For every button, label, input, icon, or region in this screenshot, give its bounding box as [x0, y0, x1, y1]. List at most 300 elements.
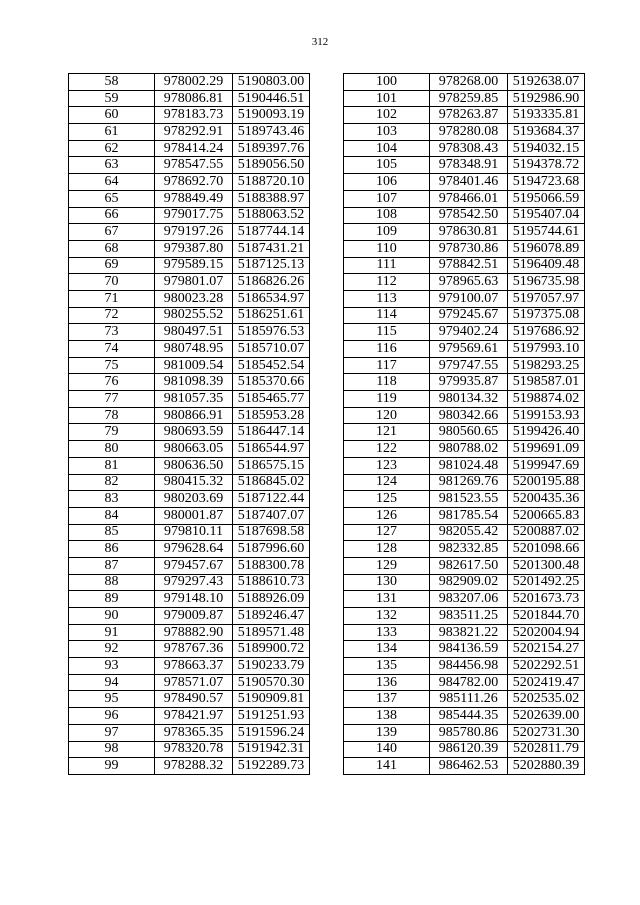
- x-coordinate-cell: 978292.91: [155, 124, 233, 141]
- point-number-cell: 108: [344, 207, 430, 224]
- table-row: [69, 591, 310, 608]
- x-coordinate-cell: 978630.81: [430, 224, 508, 241]
- x-coordinate-cell: 978401.46: [430, 174, 508, 191]
- table-row: [344, 307, 585, 324]
- point-number-cell: 92: [69, 641, 155, 658]
- point-number-cell: 81: [69, 457, 155, 474]
- x-coordinate-cell: 978663.37: [155, 658, 233, 675]
- y-coordinate-cell: 5187125.13: [233, 257, 310, 274]
- table-row: [344, 341, 585, 358]
- x-coordinate-cell: 978002.29: [155, 74, 233, 91]
- point-number-cell: 117: [344, 357, 430, 374]
- y-coordinate-cell: 5190909.81: [233, 691, 310, 708]
- point-number-cell: 139: [344, 724, 430, 741]
- y-coordinate-cell: 5192289.73: [233, 758, 310, 775]
- table-row: [344, 224, 585, 241]
- point-number-cell: 109: [344, 224, 430, 241]
- x-coordinate-cell: 986462.53: [430, 758, 508, 775]
- x-coordinate-cell: 980748.95: [155, 341, 233, 358]
- point-number-cell: 100: [344, 74, 430, 91]
- point-number-cell: 74: [69, 341, 155, 358]
- y-coordinate-cell: 5190446.51: [233, 90, 310, 107]
- x-coordinate-cell: 978571.07: [155, 674, 233, 691]
- x-coordinate-cell: 978280.08: [430, 124, 508, 141]
- y-coordinate-cell: 5191942.31: [233, 741, 310, 758]
- point-number-cell: 103: [344, 124, 430, 141]
- x-coordinate-cell: 978263.87: [430, 107, 508, 124]
- y-coordinate-cell: 5202535.02: [508, 691, 585, 708]
- y-coordinate-cell: 5189900.72: [233, 641, 310, 658]
- point-number-cell: 114: [344, 307, 430, 324]
- point-number-cell: 130: [344, 574, 430, 591]
- point-number-cell: 60: [69, 107, 155, 124]
- point-number-cell: 89: [69, 591, 155, 608]
- x-coordinate-cell: 981098.39: [155, 374, 233, 391]
- point-number-cell: 128: [344, 541, 430, 558]
- table-row: [69, 491, 310, 508]
- coordinates-table-left: [68, 73, 310, 775]
- x-coordinate-cell: 979197.26: [155, 224, 233, 241]
- table-row: [69, 341, 310, 358]
- table-row: [344, 124, 585, 141]
- table-row: [69, 107, 310, 124]
- y-coordinate-cell: 5197993.10: [508, 341, 585, 358]
- x-coordinate-cell: 983511.25: [430, 608, 508, 625]
- table-row: [344, 74, 585, 91]
- point-number-cell: 83: [69, 491, 155, 508]
- x-coordinate-cell: 985444.35: [430, 708, 508, 725]
- table-row: [344, 90, 585, 107]
- table-row: [344, 374, 585, 391]
- x-coordinate-cell: 979402.24: [430, 324, 508, 341]
- point-number-cell: 135: [344, 658, 430, 675]
- table-row: [344, 290, 585, 307]
- table-row: [344, 140, 585, 157]
- y-coordinate-cell: 5201673.73: [508, 591, 585, 608]
- x-coordinate-cell: 979810.11: [155, 524, 233, 541]
- x-coordinate-cell: 982332.85: [430, 541, 508, 558]
- point-number-cell: 102: [344, 107, 430, 124]
- table-row: [344, 557, 585, 574]
- table-row: [69, 541, 310, 558]
- point-number-cell: 94: [69, 674, 155, 691]
- x-coordinate-cell: 978767.36: [155, 641, 233, 658]
- table-row: [69, 758, 310, 775]
- y-coordinate-cell: 5195407.04: [508, 207, 585, 224]
- table-row: [69, 357, 310, 374]
- table-row: [344, 107, 585, 124]
- point-number-cell: 97: [69, 724, 155, 741]
- x-coordinate-cell: 984136.59: [430, 641, 508, 658]
- x-coordinate-cell: 980560.65: [430, 424, 508, 441]
- x-coordinate-cell: 978882.90: [155, 624, 233, 641]
- table-row: [344, 641, 585, 658]
- x-coordinate-cell: 978547.55: [155, 157, 233, 174]
- point-number-cell: 87: [69, 557, 155, 574]
- table-row: [344, 507, 585, 524]
- x-coordinate-cell: 984456.98: [430, 658, 508, 675]
- x-coordinate-cell: 978288.32: [155, 758, 233, 775]
- y-coordinate-cell: 5200435.36: [508, 491, 585, 508]
- x-coordinate-cell: 979297.43: [155, 574, 233, 591]
- table-row: [69, 608, 310, 625]
- table-row: [69, 641, 310, 658]
- point-number-cell: 77: [69, 391, 155, 408]
- point-number-cell: 127: [344, 524, 430, 541]
- table-row: [69, 424, 310, 441]
- y-coordinate-cell: 5197057.97: [508, 290, 585, 307]
- y-coordinate-cell: 5192638.07: [508, 74, 585, 91]
- x-coordinate-cell: 978183.73: [155, 107, 233, 124]
- table-row: [69, 691, 310, 708]
- table-row: [69, 441, 310, 458]
- point-number-cell: 136: [344, 674, 430, 691]
- x-coordinate-cell: 978320.78: [155, 741, 233, 758]
- table-row: [69, 557, 310, 574]
- y-coordinate-cell: 5193684.37: [508, 124, 585, 141]
- table-row: [69, 174, 310, 191]
- y-coordinate-cell: 5195744.61: [508, 224, 585, 241]
- y-coordinate-cell: 5197375.08: [508, 307, 585, 324]
- x-coordinate-cell: 979935.87: [430, 374, 508, 391]
- table-row: [69, 741, 310, 758]
- table-row: [344, 491, 585, 508]
- x-coordinate-cell: 980693.59: [155, 424, 233, 441]
- y-coordinate-cell: 5198874.02: [508, 391, 585, 408]
- y-coordinate-cell: 5185370.66: [233, 374, 310, 391]
- x-coordinate-cell: 979009.87: [155, 608, 233, 625]
- table-row: [69, 140, 310, 157]
- y-coordinate-cell: 5202292.51: [508, 658, 585, 675]
- table-row: [69, 524, 310, 541]
- x-coordinate-cell: 978086.81: [155, 90, 233, 107]
- point-number-cell: 99: [69, 758, 155, 775]
- point-number-cell: 59: [69, 90, 155, 107]
- x-coordinate-cell: 980788.02: [430, 441, 508, 458]
- table-row: [344, 257, 585, 274]
- table-row: [69, 124, 310, 141]
- point-number-cell: 110: [344, 240, 430, 257]
- x-coordinate-cell: 980203.69: [155, 491, 233, 508]
- y-coordinate-cell: 5187698.58: [233, 524, 310, 541]
- y-coordinate-cell: 5199153.93: [508, 407, 585, 424]
- table-row: [69, 574, 310, 591]
- x-coordinate-cell: 979148.10: [155, 591, 233, 608]
- y-coordinate-cell: 5201844.70: [508, 608, 585, 625]
- table-row: [344, 724, 585, 741]
- x-coordinate-cell: 979589.15: [155, 257, 233, 274]
- table-row: [344, 407, 585, 424]
- point-number-cell: 58: [69, 74, 155, 91]
- point-number-cell: 111: [344, 257, 430, 274]
- x-coordinate-cell: 981269.76: [430, 474, 508, 491]
- point-number-cell: 88: [69, 574, 155, 591]
- x-coordinate-cell: 979628.64: [155, 541, 233, 558]
- x-coordinate-cell: 979569.61: [430, 341, 508, 358]
- table-row: [69, 207, 310, 224]
- x-coordinate-cell: 978842.51: [430, 257, 508, 274]
- y-coordinate-cell: 5190570.30: [233, 674, 310, 691]
- point-number-cell: 134: [344, 641, 430, 658]
- table-row: [344, 441, 585, 458]
- y-coordinate-cell: 5190093.19: [233, 107, 310, 124]
- table-row: [344, 207, 585, 224]
- y-coordinate-cell: 5198293.25: [508, 357, 585, 374]
- table-row: [344, 674, 585, 691]
- table-row: [344, 190, 585, 207]
- y-coordinate-cell: 5190233.79: [233, 658, 310, 675]
- y-coordinate-cell: 5185465.77: [233, 391, 310, 408]
- point-number-cell: 106: [344, 174, 430, 191]
- x-coordinate-cell: 978490.57: [155, 691, 233, 708]
- y-coordinate-cell: 5189056.50: [233, 157, 310, 174]
- point-number-cell: 86: [69, 541, 155, 558]
- x-coordinate-cell: 978414.24: [155, 140, 233, 157]
- table-row: [344, 274, 585, 291]
- x-coordinate-cell: 986120.39: [430, 741, 508, 758]
- x-coordinate-cell: 978268.00: [430, 74, 508, 91]
- y-coordinate-cell: 5196409.48: [508, 257, 585, 274]
- table-row: [69, 374, 310, 391]
- table-row: [344, 457, 585, 474]
- y-coordinate-cell: 5186534.97: [233, 290, 310, 307]
- point-number-cell: 76: [69, 374, 155, 391]
- y-coordinate-cell: 5197686.92: [508, 324, 585, 341]
- x-coordinate-cell: 978542.50: [430, 207, 508, 224]
- x-coordinate-cell: 978730.86: [430, 240, 508, 257]
- point-number-cell: 66: [69, 207, 155, 224]
- y-coordinate-cell: 5186826.26: [233, 274, 310, 291]
- point-number-cell: 122: [344, 441, 430, 458]
- point-number-cell: 85: [69, 524, 155, 541]
- point-number-cell: 65: [69, 190, 155, 207]
- table-row: [69, 708, 310, 725]
- table-row: [69, 224, 310, 241]
- point-number-cell: 121: [344, 424, 430, 441]
- x-coordinate-cell: 978849.49: [155, 190, 233, 207]
- point-number-cell: 112: [344, 274, 430, 291]
- table-row: [344, 741, 585, 758]
- y-coordinate-cell: 5202880.39: [508, 758, 585, 775]
- point-number-cell: 67: [69, 224, 155, 241]
- table-row: [69, 290, 310, 307]
- table-row: [69, 658, 310, 675]
- point-number-cell: 101: [344, 90, 430, 107]
- y-coordinate-cell: 5193335.81: [508, 107, 585, 124]
- point-number-cell: 129: [344, 557, 430, 574]
- y-coordinate-cell: 5188610.73: [233, 574, 310, 591]
- point-number-cell: 132: [344, 608, 430, 625]
- y-coordinate-cell: 5188388.97: [233, 190, 310, 207]
- x-coordinate-cell: 981057.35: [155, 391, 233, 408]
- table-row: [344, 324, 585, 341]
- table-row: [69, 240, 310, 257]
- y-coordinate-cell: 5202639.00: [508, 708, 585, 725]
- x-coordinate-cell: 981024.48: [430, 457, 508, 474]
- point-number-cell: 140: [344, 741, 430, 758]
- point-number-cell: 72: [69, 307, 155, 324]
- table-row: [344, 541, 585, 558]
- point-number-cell: 95: [69, 691, 155, 708]
- x-coordinate-cell: 980497.51: [155, 324, 233, 341]
- table-row: [344, 758, 585, 775]
- table-row: [344, 574, 585, 591]
- x-coordinate-cell: 983821.22: [430, 624, 508, 641]
- table-row: [69, 324, 310, 341]
- point-number-cell: 104: [344, 140, 430, 157]
- table-row: [344, 708, 585, 725]
- x-coordinate-cell: 982909.02: [430, 574, 508, 591]
- point-number-cell: 62: [69, 140, 155, 157]
- point-number-cell: 141: [344, 758, 430, 775]
- y-coordinate-cell: 5187407.07: [233, 507, 310, 524]
- y-coordinate-cell: 5196735.98: [508, 274, 585, 291]
- point-number-cell: 120: [344, 407, 430, 424]
- y-coordinate-cell: 5189246.47: [233, 608, 310, 625]
- x-coordinate-cell: 980342.66: [430, 407, 508, 424]
- point-number-cell: 61: [69, 124, 155, 141]
- point-number-cell: 115: [344, 324, 430, 341]
- table-row: [344, 608, 585, 625]
- point-number-cell: 138: [344, 708, 430, 725]
- y-coordinate-cell: 5198587.01: [508, 374, 585, 391]
- point-number-cell: 68: [69, 240, 155, 257]
- y-coordinate-cell: 5186544.97: [233, 441, 310, 458]
- x-coordinate-cell: 985111.26: [430, 691, 508, 708]
- point-number-cell: 131: [344, 591, 430, 608]
- y-coordinate-cell: 5200887.02: [508, 524, 585, 541]
- coordinates-table-right: [343, 73, 585, 775]
- table-row: [69, 507, 310, 524]
- point-number-cell: 123: [344, 457, 430, 474]
- table-row: [69, 90, 310, 107]
- y-coordinate-cell: 5202731.30: [508, 724, 585, 741]
- x-coordinate-cell: 980001.87: [155, 507, 233, 524]
- y-coordinate-cell: 5186575.15: [233, 457, 310, 474]
- y-coordinate-cell: 5191251.93: [233, 708, 310, 725]
- y-coordinate-cell: 5189397.76: [233, 140, 310, 157]
- point-number-cell: 126: [344, 507, 430, 524]
- x-coordinate-cell: 981785.54: [430, 507, 508, 524]
- y-coordinate-cell: 5191596.24: [233, 724, 310, 741]
- point-number-cell: 71: [69, 290, 155, 307]
- point-number-cell: 84: [69, 507, 155, 524]
- y-coordinate-cell: 5194378.72: [508, 157, 585, 174]
- table-row: [344, 524, 585, 541]
- y-coordinate-cell: 5199947.69: [508, 457, 585, 474]
- table-row: [344, 357, 585, 374]
- y-coordinate-cell: 5192986.90: [508, 90, 585, 107]
- x-coordinate-cell: 978692.70: [155, 174, 233, 191]
- y-coordinate-cell: 5188720.10: [233, 174, 310, 191]
- y-coordinate-cell: 5187431.21: [233, 240, 310, 257]
- x-coordinate-cell: 979017.75: [155, 207, 233, 224]
- x-coordinate-cell: 980415.32: [155, 474, 233, 491]
- x-coordinate-cell: 978308.43: [430, 140, 508, 157]
- point-number-cell: 124: [344, 474, 430, 491]
- x-coordinate-cell: 984782.00: [430, 674, 508, 691]
- point-number-cell: 116: [344, 341, 430, 358]
- table-row: [69, 307, 310, 324]
- point-number-cell: 137: [344, 691, 430, 708]
- x-coordinate-cell: 979387.80: [155, 240, 233, 257]
- y-coordinate-cell: 5188926.09: [233, 591, 310, 608]
- y-coordinate-cell: 5185710.07: [233, 341, 310, 358]
- x-coordinate-cell: 981523.55: [430, 491, 508, 508]
- x-coordinate-cell: 979801.07: [155, 274, 233, 291]
- x-coordinate-cell: 981009.54: [155, 357, 233, 374]
- table-row: [69, 457, 310, 474]
- point-number-cell: 70: [69, 274, 155, 291]
- table-row: [69, 190, 310, 207]
- table-row: [69, 624, 310, 641]
- point-number-cell: 64: [69, 174, 155, 191]
- y-coordinate-cell: 5200665.83: [508, 507, 585, 524]
- y-coordinate-cell: 5189571.48: [233, 624, 310, 641]
- y-coordinate-cell: 5189743.46: [233, 124, 310, 141]
- x-coordinate-cell: 978259.85: [430, 90, 508, 107]
- point-number-cell: 73: [69, 324, 155, 341]
- x-coordinate-cell: 979457.67: [155, 557, 233, 574]
- point-number-cell: 69: [69, 257, 155, 274]
- y-coordinate-cell: 5202419.47: [508, 674, 585, 691]
- table-row: [344, 424, 585, 441]
- point-number-cell: 119: [344, 391, 430, 408]
- x-coordinate-cell: 980866.91: [155, 407, 233, 424]
- x-coordinate-cell: 979245.67: [430, 307, 508, 324]
- table-row: [69, 157, 310, 174]
- x-coordinate-cell: 983207.06: [430, 591, 508, 608]
- point-number-cell: 133: [344, 624, 430, 641]
- x-coordinate-cell: 978421.97: [155, 708, 233, 725]
- y-coordinate-cell: 5202811.79: [508, 741, 585, 758]
- x-coordinate-cell: 980134.32: [430, 391, 508, 408]
- y-coordinate-cell: 5190803.00: [233, 74, 310, 91]
- table-row: [69, 274, 310, 291]
- page-number: 312: [311, 36, 329, 48]
- table-row: [344, 174, 585, 191]
- x-coordinate-cell: 978466.01: [430, 190, 508, 207]
- table-row: [344, 591, 585, 608]
- point-number-cell: 118: [344, 374, 430, 391]
- point-number-cell: 82: [69, 474, 155, 491]
- y-coordinate-cell: 5187122.44: [233, 491, 310, 508]
- x-coordinate-cell: 979100.07: [430, 290, 508, 307]
- y-coordinate-cell: 5186845.02: [233, 474, 310, 491]
- table-row: [69, 391, 310, 408]
- x-coordinate-cell: 982055.42: [430, 524, 508, 541]
- point-number-cell: 125: [344, 491, 430, 508]
- y-coordinate-cell: 5194032.15: [508, 140, 585, 157]
- x-coordinate-cell: 980255.52: [155, 307, 233, 324]
- table-row: [344, 624, 585, 641]
- y-coordinate-cell: 5199691.09: [508, 441, 585, 458]
- x-coordinate-cell: 980023.28: [155, 290, 233, 307]
- y-coordinate-cell: 5202004.94: [508, 624, 585, 641]
- y-coordinate-cell: 5201098.66: [508, 541, 585, 558]
- point-number-cell: 96: [69, 708, 155, 725]
- point-number-cell: 113: [344, 290, 430, 307]
- table-row: [69, 407, 310, 424]
- y-coordinate-cell: 5185976.53: [233, 324, 310, 341]
- point-number-cell: 107: [344, 190, 430, 207]
- y-coordinate-cell: 5188063.52: [233, 207, 310, 224]
- table-row: [69, 674, 310, 691]
- y-coordinate-cell: 5187744.14: [233, 224, 310, 241]
- y-coordinate-cell: 5186447.14: [233, 424, 310, 441]
- x-coordinate-cell: 985780.86: [430, 724, 508, 741]
- point-number-cell: 93: [69, 658, 155, 675]
